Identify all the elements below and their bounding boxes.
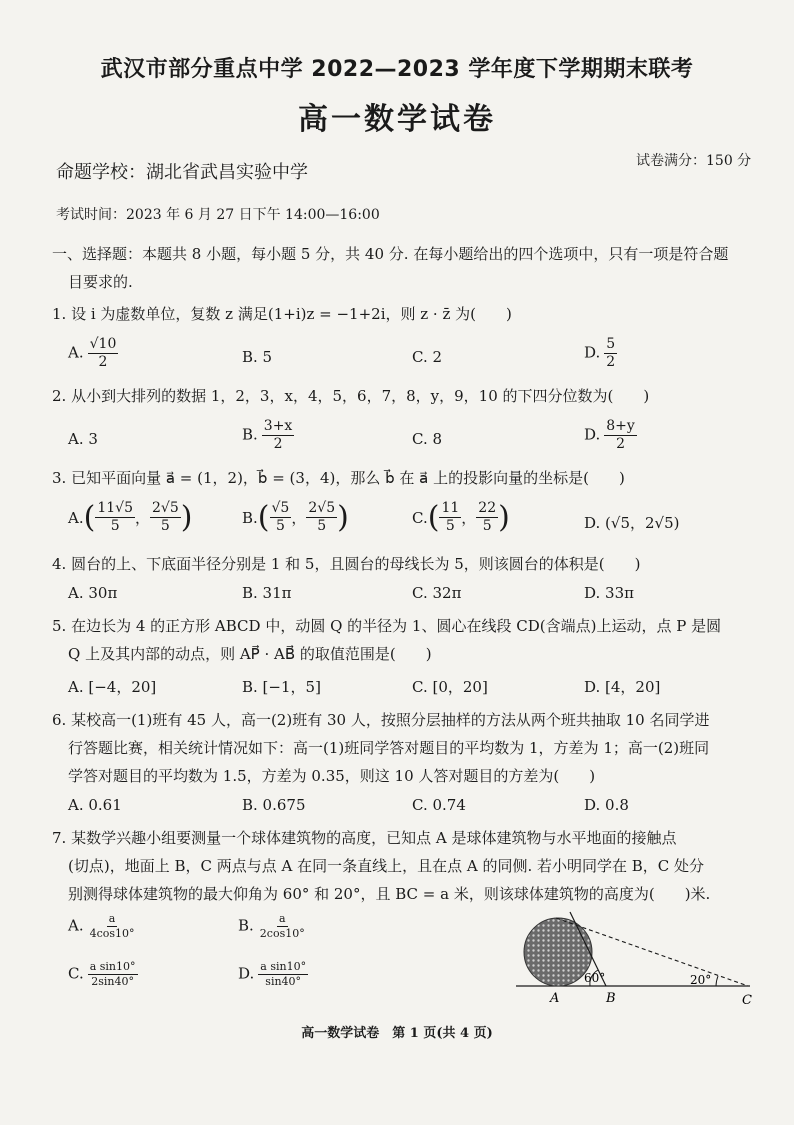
- q4-option-a: A. 30π: [68, 584, 118, 602]
- q5-option-b: B. [−1，5]: [242, 678, 321, 696]
- q3-option-c: C. ( $\frac{11}{5}$ ， $\frac{22}{5}$ ): [412, 500, 510, 535]
- q7-stem-line1: 7. 某数学兴趣小组要测量一个球体建筑物的高度，已知点 A 是球体建筑物与水平地面的接触点: [52, 829, 677, 847]
- q5-stem-line1: 5. 在边长为 4 的正方形 ABCD 中，动圆 Q 的半径为 1、圆心在线段 CD(含端点)上运动，点 P 是圆: [52, 617, 722, 635]
- q6-option-a: A. 0.61: [68, 796, 122, 814]
- q3-option-d: D. (√5，2√5): [584, 514, 680, 532]
- exam-subtitle: 高一数学试卷: [298, 102, 496, 137]
- q2-option-a: A. 3: [68, 430, 98, 448]
- q4-stem: 4. 圆台的上、下底面半径分别是 1 和 5，且圆台的母线长为 5，则该圆台的体积是( ): [52, 555, 641, 573]
- q2-stem: 2. 从小到大排列的数据 1，2，3，x，4，5，6，7，8，y，9，10 的下四分位数为( ): [52, 387, 650, 405]
- label-c: C: [742, 993, 752, 1008]
- q6-stem-line3: 学答对题目的平均数为 1.5，方差为 0.35，则这 10 人答对题目的方差为( ): [68, 767, 596, 785]
- q6-option-d: D. 0.8: [584, 796, 629, 814]
- label-20: 20°: [690, 973, 712, 987]
- q6-option-b: B. 0.675: [242, 796, 306, 814]
- q1-option-d: D. $\frac{5}{2}$: [584, 336, 616, 370]
- q5-stem-line2: Q 上及其内部的动点，则 AP⃗ · AB⃗ 的取值范围是( ): [68, 645, 432, 663]
- q7-option-c: C. $\frac{\text{a sin10°}}{2\sin 40^\circ}$: [68, 960, 136, 988]
- label-b: B: [606, 991, 616, 1006]
- q7-stem-line3: 别测得球体建筑物的最大仰角为 60° 和 20°，且 BC = a 米，则该球体建筑物的高度为( )米.: [68, 885, 711, 903]
- q4-option-c: C. 32π: [412, 584, 462, 602]
- q7-sphere-figure: [506, 908, 764, 1012]
- q6-stem-line2: 行答题比赛，相关统计情况如下：高一(1)班同学答对题目的平均数为 1，方差为 1；高一(2)班同: [68, 739, 710, 757]
- score-line: 试卷满分：150 分: [636, 153, 752, 169]
- q7-option-a: A. $\frac{a}{4\cos 10^\circ}$: [68, 912, 135, 940]
- page-footer: 高一数学试卷 第 1 页(共 4 页): [301, 1026, 493, 1041]
- q5-option-a: A. [−4，20]: [68, 678, 157, 696]
- section-heading-line2: 目要求的.: [68, 273, 133, 291]
- angle-arc-20: [716, 976, 718, 986]
- q4-option-b: B. 31π: [242, 584, 292, 602]
- q5-option-d: D. [4，20]: [584, 678, 661, 696]
- q1-option-c: C. 2: [412, 348, 443, 366]
- q6-option-c: C. 0.74: [412, 796, 466, 814]
- q7-option-d: D. $\frac{\text{a sin10°}}{\sin 40^\circ}$: [238, 960, 307, 988]
- q4-option-d: D. 33π: [584, 584, 634, 602]
- q2-option-c: C. 8: [412, 430, 443, 448]
- time-line: 考试时间：2023 年 6 月 27 日下午 14:00—16:00: [56, 207, 380, 223]
- q2-option-b: B. $\frac{3+x}{2}$: [242, 418, 293, 452]
- section-heading-line1: 一、选择题：本题共 8 小题，每小题 5 分，共 40 分. 在每小题给出的四个选项中，只有一项是符合题: [52, 245, 729, 263]
- q7-stem-line2: (切点)，地面上 B，C 两点与点 A 在同一条直线上，且在点 A 的同侧. 若小明同学在 B，C 处分: [68, 857, 705, 875]
- q3-option-b: B. ( $\frac{√5}{5}$ ， $\frac{2√5}{5}$ ): [242, 500, 349, 535]
- q3-stem: 3. 已知平面向量 a⃗ = (1，2)，b⃗ = (3，4)，那么 b⃗ 在 a⃗ 上的投影向量的坐标是( ): [52, 469, 625, 487]
- q3-option-a: A. ( $\frac{11√5}{5}$ ， $\frac{2√5}{5}$ ): [68, 500, 193, 535]
- q1-stem: 1. 设 i 为虚数单位，复数 z 满足(1+i)z = −1+2i，则 z · z̄ 为( ): [52, 305, 512, 323]
- q1-option-b: B. 5: [242, 348, 273, 366]
- q6-stem-line1: 6. 某校高一(1)班有 45 人，高一(2)班有 30 人，按照分层抽样的方法从两个班共抽取 10 名同学进: [52, 711, 710, 729]
- exam-title: 武汉市部分重点中学 2022—2023 学年度下学期期末联考: [100, 57, 694, 82]
- q7-option-b: B. $\frac{a}{2\cos 10^\circ}$: [238, 912, 305, 940]
- school-line: 命题学校：湖北省武昌实验中学: [56, 162, 308, 183]
- q2-option-d: D. $\frac{8+y}{2}$: [584, 418, 635, 452]
- sphere-shape: [524, 918, 592, 986]
- q5-option-c: C. [0，20]: [412, 678, 488, 696]
- label-60: 60°: [584, 971, 606, 985]
- label-a: A: [550, 991, 560, 1006]
- q1-option-a: A. $\frac{√10}{2}$: [68, 336, 117, 370]
